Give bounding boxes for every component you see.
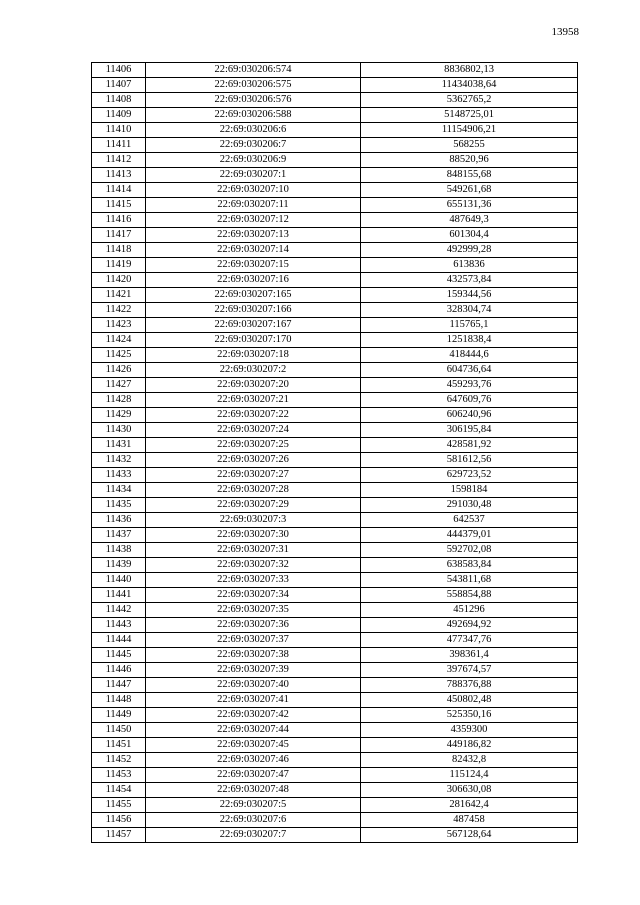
cadastral-number-cell: 22:69:030207:14 xyxy=(146,243,361,258)
cadastral-number-cell: 22:69:030206:7 xyxy=(146,138,361,153)
table-row xyxy=(92,408,578,423)
table-row xyxy=(92,813,578,828)
row-number-cell: 11410 xyxy=(92,123,146,138)
row-number-cell: 11407 xyxy=(92,78,146,93)
cadastral-number-cell: 22:69:030207:26 xyxy=(146,453,361,468)
row-number-cell: 11451 xyxy=(92,738,146,753)
cadastral-number-cell: 22:69:030207:29 xyxy=(146,498,361,513)
table-row xyxy=(92,393,578,408)
row-number-cell: 11448 xyxy=(92,693,146,708)
cadastral-number-cell: 22:69:030207:28 xyxy=(146,483,361,498)
cadastral-number-cell: 22:69:030207:6 xyxy=(146,813,361,828)
cadastral-value-cell: 558854,88 xyxy=(361,588,578,603)
cadastral-value-cell: 606240,96 xyxy=(361,408,578,423)
row-number-cell: 11406 xyxy=(92,63,146,78)
cadastral-number-cell: 22:69:030207:1 xyxy=(146,168,361,183)
row-number-cell: 11422 xyxy=(92,303,146,318)
cadastral-number-cell: 22:69:030207:22 xyxy=(146,408,361,423)
table-row xyxy=(92,468,578,483)
cadastral-number-cell: 22:69:030207:12 xyxy=(146,213,361,228)
table-row xyxy=(92,528,578,543)
cadastral-value-cell: 88520,96 xyxy=(361,153,578,168)
cadastral-value-cell: 450802,48 xyxy=(361,693,578,708)
table-row xyxy=(92,678,578,693)
table-row xyxy=(92,78,578,93)
cadastral-number-cell: 22:69:030206:588 xyxy=(146,108,361,123)
table-row xyxy=(92,168,578,183)
table-row xyxy=(92,243,578,258)
cadastral-value-cell: 5148725,01 xyxy=(361,108,578,123)
table-row xyxy=(92,63,578,78)
cadastral-value-cell: 1598184 xyxy=(361,483,578,498)
table-row xyxy=(92,738,578,753)
cadastral-value-table xyxy=(91,62,578,843)
cadastral-number-cell: 22:69:030207:2 xyxy=(146,363,361,378)
cadastral-value-cell: 492694,92 xyxy=(361,618,578,633)
table-row xyxy=(92,453,578,468)
row-number-cell: 11430 xyxy=(92,423,146,438)
table-row xyxy=(92,258,578,273)
cadastral-value-cell: 306630,08 xyxy=(361,783,578,798)
cadastral-number-cell: 22:69:030207:13 xyxy=(146,228,361,243)
table-row xyxy=(92,573,578,588)
row-number-cell: 11414 xyxy=(92,183,146,198)
row-number-cell: 11417 xyxy=(92,228,146,243)
cadastral-value-cell: 82432,8 xyxy=(361,753,578,768)
cadastral-number-cell: 22:69:030207:46 xyxy=(146,753,361,768)
row-number-cell: 11411 xyxy=(92,138,146,153)
row-number-cell: 11442 xyxy=(92,603,146,618)
cadastral-value-cell: 592702,08 xyxy=(361,543,578,558)
cadastral-value-cell: 115765,1 xyxy=(361,318,578,333)
row-number-cell: 11416 xyxy=(92,213,146,228)
row-number-cell: 11423 xyxy=(92,318,146,333)
row-number-cell: 11431 xyxy=(92,438,146,453)
table-row xyxy=(92,543,578,558)
table-row xyxy=(92,513,578,528)
row-number-cell: 11450 xyxy=(92,723,146,738)
row-number-cell: 11425 xyxy=(92,348,146,363)
cadastral-value-cell: 8836802,13 xyxy=(361,63,578,78)
table-row xyxy=(92,783,578,798)
cadastral-number-cell: 22:69:030207:167 xyxy=(146,318,361,333)
row-number-cell: 11457 xyxy=(92,828,146,843)
row-number-cell: 11436 xyxy=(92,513,146,528)
cadastral-number-cell: 22:69:030207:18 xyxy=(146,348,361,363)
cadastral-number-cell: 22:69:030206:574 xyxy=(146,63,361,78)
table-row xyxy=(92,588,578,603)
cadastral-value-cell: 159344,56 xyxy=(361,288,578,303)
cadastral-value-cell: 449186,82 xyxy=(361,738,578,753)
cadastral-value-cell: 581612,56 xyxy=(361,453,578,468)
cadastral-number-cell: 22:69:030207:25 xyxy=(146,438,361,453)
row-number-cell: 11413 xyxy=(92,168,146,183)
cadastral-number-cell: 22:69:030207:40 xyxy=(146,678,361,693)
table-row xyxy=(92,138,578,153)
cadastral-number-cell: 22:69:030207:20 xyxy=(146,378,361,393)
cadastral-number-cell: 22:69:030207:32 xyxy=(146,558,361,573)
row-number-cell: 11446 xyxy=(92,663,146,678)
cadastral-value-cell: 613836 xyxy=(361,258,578,273)
table-row xyxy=(92,723,578,738)
table-row xyxy=(92,753,578,768)
row-number-cell: 11428 xyxy=(92,393,146,408)
table-row xyxy=(92,423,578,438)
cadastral-value-cell: 549261,68 xyxy=(361,183,578,198)
row-number-cell: 11434 xyxy=(92,483,146,498)
row-number-cell: 11453 xyxy=(92,768,146,783)
row-number-cell: 11408 xyxy=(92,93,146,108)
table-row xyxy=(92,288,578,303)
table-row xyxy=(92,438,578,453)
cadastral-value-cell: 115124,4 xyxy=(361,768,578,783)
cadastral-number-cell: 22:69:030206:576 xyxy=(146,93,361,108)
cadastral-number-cell: 22:69:030207:45 xyxy=(146,738,361,753)
cadastral-number-cell: 22:69:030207:37 xyxy=(146,633,361,648)
table-row xyxy=(92,303,578,318)
row-number-cell: 11449 xyxy=(92,708,146,723)
table-row xyxy=(92,768,578,783)
table-row xyxy=(92,273,578,288)
cadastral-value-cell: 543811,68 xyxy=(361,573,578,588)
row-number-cell: 11456 xyxy=(92,813,146,828)
cadastral-value-cell: 4359300 xyxy=(361,723,578,738)
cadastral-number-cell: 22:69:030207:166 xyxy=(146,303,361,318)
cadastral-value-cell: 397674,57 xyxy=(361,663,578,678)
cadastral-number-cell: 22:69:030207:33 xyxy=(146,573,361,588)
table-row xyxy=(92,693,578,708)
cadastral-number-cell: 22:69:030207:10 xyxy=(146,183,361,198)
cadastral-value-cell: 642537 xyxy=(361,513,578,528)
table-row xyxy=(92,228,578,243)
table-row xyxy=(92,318,578,333)
table-row xyxy=(92,498,578,513)
cadastral-value-cell: 525350,16 xyxy=(361,708,578,723)
cadastral-value-cell: 601304,4 xyxy=(361,228,578,243)
cadastral-number-cell: 22:69:030207:16 xyxy=(146,273,361,288)
row-number-cell: 11444 xyxy=(92,633,146,648)
cadastral-number-cell: 22:69:030207:34 xyxy=(146,588,361,603)
row-number-cell: 11429 xyxy=(92,408,146,423)
cadastral-number-cell: 22:69:030207:5 xyxy=(146,798,361,813)
row-number-cell: 11445 xyxy=(92,648,146,663)
row-number-cell: 11438 xyxy=(92,543,146,558)
table-row xyxy=(92,183,578,198)
cadastral-value-cell: 477347,76 xyxy=(361,633,578,648)
cadastral-number-cell: 22:69:030207:41 xyxy=(146,693,361,708)
cadastral-number-cell: 22:69:030207:42 xyxy=(146,708,361,723)
cadastral-number-cell: 22:69:030207:24 xyxy=(146,423,361,438)
cadastral-value-cell: 487458 xyxy=(361,813,578,828)
table-row xyxy=(92,198,578,213)
row-number-cell: 11447 xyxy=(92,678,146,693)
table-row xyxy=(92,618,578,633)
cadastral-value-cell: 5362765,2 xyxy=(361,93,578,108)
cadastral-number-cell: 22:69:030206:6 xyxy=(146,123,361,138)
table-row xyxy=(92,798,578,813)
cadastral-number-cell: 22:69:030207:30 xyxy=(146,528,361,543)
row-number-cell: 11452 xyxy=(92,753,146,768)
cadastral-number-cell: 22:69:030207:165 xyxy=(146,288,361,303)
cadastral-number-cell: 22:69:030207:47 xyxy=(146,768,361,783)
table-row xyxy=(92,153,578,168)
table-row xyxy=(92,663,578,678)
table-row xyxy=(92,378,578,393)
table-row xyxy=(92,558,578,573)
cadastral-value-cell: 11154906,21 xyxy=(361,123,578,138)
cadastral-value-cell: 328304,74 xyxy=(361,303,578,318)
cadastral-value-cell: 655131,36 xyxy=(361,198,578,213)
row-number-cell: 11439 xyxy=(92,558,146,573)
cadastral-number-cell: 22:69:030206:9 xyxy=(146,153,361,168)
row-number-cell: 11415 xyxy=(92,198,146,213)
table-row xyxy=(92,333,578,348)
cadastral-value-cell: 459293,76 xyxy=(361,378,578,393)
row-number-cell: 11409 xyxy=(92,108,146,123)
cadastral-value-cell: 398361,4 xyxy=(361,648,578,663)
row-number-cell: 11426 xyxy=(92,363,146,378)
row-number-cell: 11419 xyxy=(92,258,146,273)
cadastral-number-cell: 22:69:030207:21 xyxy=(146,393,361,408)
cadastral-value-cell: 788376,88 xyxy=(361,678,578,693)
row-number-cell: 11454 xyxy=(92,783,146,798)
row-number-cell: 11432 xyxy=(92,453,146,468)
table-row xyxy=(92,648,578,663)
cadastral-value-cell: 848155,68 xyxy=(361,168,578,183)
cadastral-value-cell: 567128,64 xyxy=(361,828,578,843)
cadastral-number-cell: 22:69:030207:3 xyxy=(146,513,361,528)
cadastral-number-cell: 22:69:030207:27 xyxy=(146,468,361,483)
row-number-cell: 11435 xyxy=(92,498,146,513)
cadastral-value-cell: 291030,48 xyxy=(361,498,578,513)
row-number-cell: 11424 xyxy=(92,333,146,348)
cadastral-value-cell: 492999,28 xyxy=(361,243,578,258)
cadastral-number-cell: 22:69:030207:36 xyxy=(146,618,361,633)
row-number-cell: 11440 xyxy=(92,573,146,588)
cadastral-value-cell: 451296 xyxy=(361,603,578,618)
table-row xyxy=(92,603,578,618)
row-number-cell: 11455 xyxy=(92,798,146,813)
table-row xyxy=(92,363,578,378)
table-row xyxy=(92,108,578,123)
cadastral-value-cell: 647609,76 xyxy=(361,393,578,408)
cadastral-number-cell: 22:69:030206:575 xyxy=(146,78,361,93)
row-number-cell: 11418 xyxy=(92,243,146,258)
cadastral-value-cell: 629723,52 xyxy=(361,468,578,483)
table-row xyxy=(92,828,578,843)
row-number-cell: 11433 xyxy=(92,468,146,483)
cadastral-value-cell: 568255 xyxy=(361,138,578,153)
row-number-cell: 11437 xyxy=(92,528,146,543)
row-number-cell: 11421 xyxy=(92,288,146,303)
cadastral-value-cell: 604736,64 xyxy=(361,363,578,378)
cadastral-value-cell: 444379,01 xyxy=(361,528,578,543)
cadastral-number-cell: 22:69:030207:15 xyxy=(146,258,361,273)
cadastral-number-cell: 22:69:030207:48 xyxy=(146,783,361,798)
table-row xyxy=(92,633,578,648)
table-row xyxy=(92,213,578,228)
table-row xyxy=(92,93,578,108)
cadastral-number-cell: 22:69:030207:7 xyxy=(146,828,361,843)
cadastral-value-cell: 487649,3 xyxy=(361,213,578,228)
table-row xyxy=(92,483,578,498)
cadastral-value-cell: 281642,4 xyxy=(361,798,578,813)
row-number-cell: 11441 xyxy=(92,588,146,603)
cadastral-value-cell: 428581,92 xyxy=(361,438,578,453)
row-number-cell: 11420 xyxy=(92,273,146,288)
cadastral-number-cell: 22:69:030207:39 xyxy=(146,663,361,678)
table-body xyxy=(92,63,578,843)
cadastral-number-cell: 22:69:030207:31 xyxy=(146,543,361,558)
cadastral-value-cell: 638583,84 xyxy=(361,558,578,573)
cadastral-number-cell: 22:69:030207:170 xyxy=(146,333,361,348)
row-number-cell: 11443 xyxy=(92,618,146,633)
cadastral-number-cell: 22:69:030207:35 xyxy=(146,603,361,618)
table-row xyxy=(92,708,578,723)
cadastral-value-cell: 1251838,4 xyxy=(361,333,578,348)
cadastral-value-cell: 432573,84 xyxy=(361,273,578,288)
cadastral-value-cell: 11434038,64 xyxy=(361,78,578,93)
cadastral-value-cell: 418444,6 xyxy=(361,348,578,363)
cadastral-number-cell: 22:69:030207:38 xyxy=(146,648,361,663)
table-row xyxy=(92,123,578,138)
cadastral-value-cell: 306195,84 xyxy=(361,423,578,438)
cadastral-number-cell: 22:69:030207:11 xyxy=(146,198,361,213)
row-number-cell: 11412 xyxy=(92,153,146,168)
row-number-cell: 11427 xyxy=(92,378,146,393)
page-number: 13958 xyxy=(551,26,579,38)
cadastral-number-cell: 22:69:030207:44 xyxy=(146,723,361,738)
table-row xyxy=(92,348,578,363)
